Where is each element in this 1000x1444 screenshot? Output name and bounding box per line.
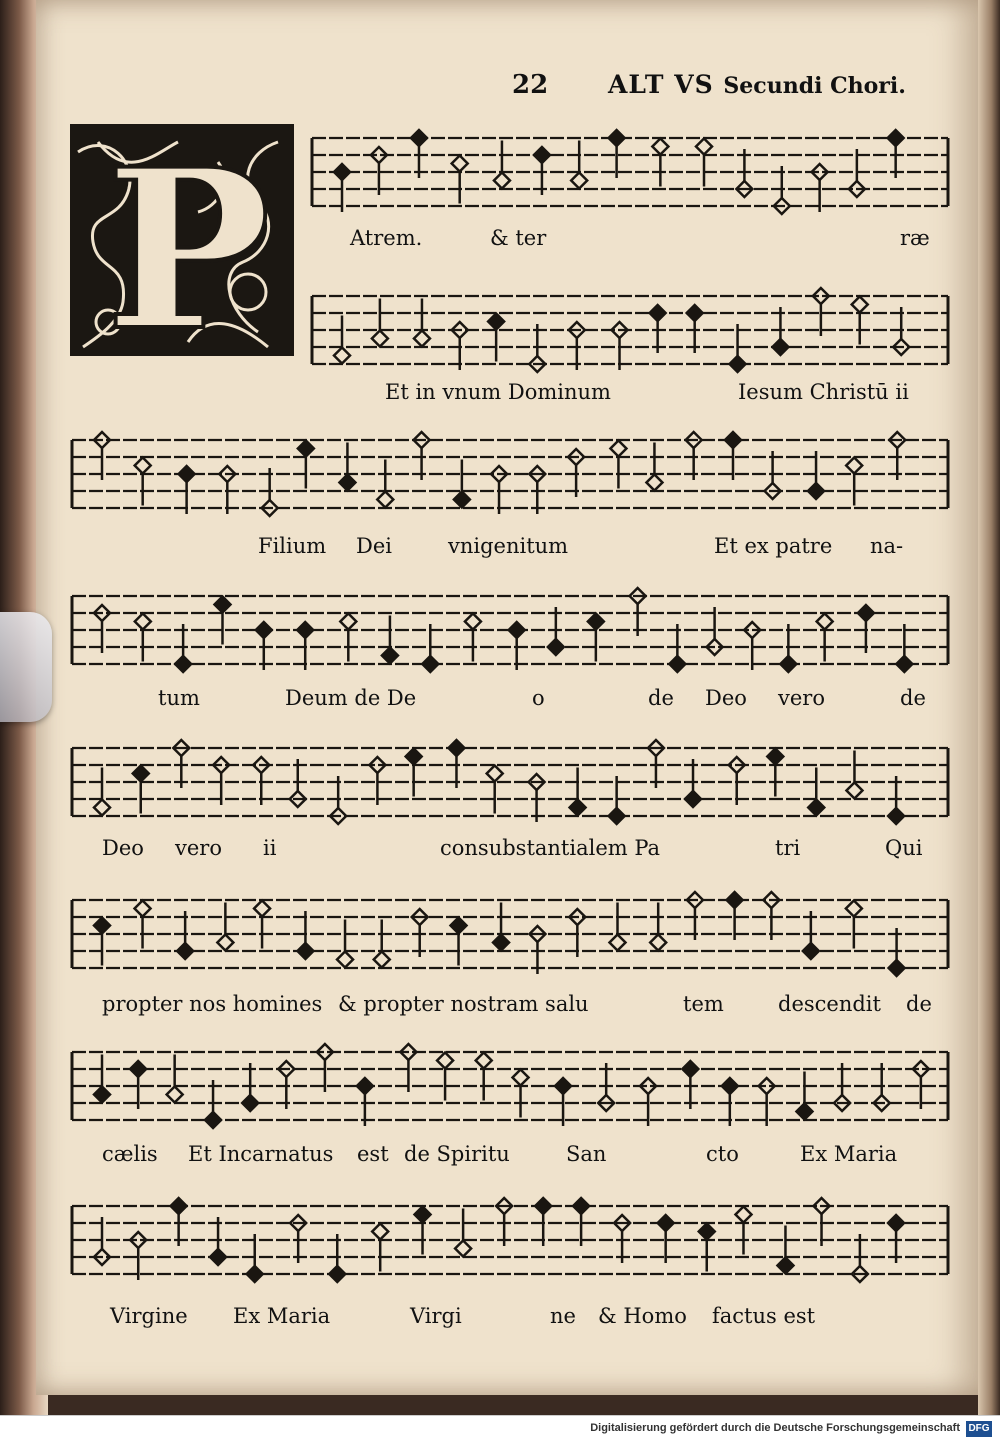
note-head [334,164,350,180]
note-head [414,331,430,347]
lyric-syllable: ne [550,1304,576,1328]
note-head [685,791,701,807]
lyric-syllable: Qui [885,836,923,860]
music-staff [0,1186,1000,1316]
note-head [94,800,110,816]
lyric-syllable: ii [263,836,277,860]
note-head [817,614,833,630]
lyric-syllable: Et in vnum Dominum [385,380,611,404]
note-head [610,935,626,951]
lyric-syllable: Dei [356,534,392,558]
note-head [777,1258,793,1274]
note-head [571,173,587,189]
note-head [437,1053,453,1069]
note-head [297,943,313,959]
note-head [652,139,668,155]
lyrics-line [0,226,1000,256]
note-head [247,1266,263,1282]
note-head [727,892,743,908]
lyric-syllable: San [566,1142,607,1166]
lyric-syllable: de [648,686,674,710]
note-head [494,173,510,189]
note-head [767,749,783,765]
note-head [422,656,438,672]
lyric-syllable: Deum de De [285,686,417,710]
note-head [687,305,703,321]
note-head [339,475,355,491]
note-head [175,656,191,672]
note-head [130,1061,146,1077]
note-head [372,1224,388,1240]
note-head [888,130,904,146]
note-head [846,458,862,474]
lyric-syllable: Virgi [410,1304,462,1328]
note-head [242,1095,258,1111]
note-head [135,901,151,917]
music-staff [0,880,1000,1010]
lyric-syllable: tum [158,686,200,710]
page-number: 22 [512,70,549,100]
note-head [214,597,230,613]
note-head [454,492,470,508]
note-head [888,808,904,824]
note-head [796,1104,812,1120]
note-head [896,656,912,672]
note-head [377,492,393,508]
lyric-syllable: & ter [490,226,547,250]
note-head [808,800,824,816]
digitization-credit: Digitalisierung gefördert durch die Deutsche Forschungsgemeinschaft [590,1422,960,1434]
note-head [374,952,390,968]
note-head [889,960,905,976]
note-head [171,1198,187,1214]
lyric-syllable: vero [778,686,825,710]
lyric-syllable: & propter nostram salu [338,992,589,1016]
note-head [217,935,233,951]
lyric-syllable: propter nos homines [102,992,323,1016]
lyric-syllable: tri [775,836,801,860]
note-head [699,1224,715,1240]
note-head [205,1112,221,1128]
note-head [334,348,350,364]
lyrics-line [0,1142,1000,1172]
lyrics-line [0,686,1000,716]
lyric-syllable: Filium [258,534,327,558]
note-head [337,952,353,968]
note-head [846,783,862,799]
lyric-syllable: ræ [900,226,930,250]
lyric-syllable: Virgine [110,1304,188,1328]
note-head [772,339,788,355]
note-head [555,1078,571,1094]
lyrics-line [0,380,1000,410]
note-head [382,648,398,664]
choir-label: Secundi Chori. [723,73,906,99]
lyric-syllable: Ex Maria [233,1304,331,1328]
note-head [846,901,862,917]
voice-part-label: ALT VS [608,70,714,99]
note-head [135,458,151,474]
lyric-syllable: Deo [102,836,144,860]
note-head [340,614,356,630]
lyric-syllable: o [532,686,545,710]
note-head [256,622,272,638]
note-head [888,1215,904,1231]
footer-bar [0,1415,1000,1444]
note-head [448,740,464,756]
note-head [357,1078,373,1094]
note-head [476,1053,492,1069]
note-head [406,749,422,765]
note-head [372,331,388,347]
note-head [735,1207,751,1223]
note-head [535,1198,551,1214]
note-head [177,943,193,959]
note-head [669,656,685,672]
note-head [548,639,564,655]
lyric-syllable: Et ex patre [714,534,833,558]
note-head [858,605,874,621]
note-head [534,147,550,163]
note-head [570,800,586,816]
note-head [415,1207,431,1223]
note-head [488,314,504,330]
note-head [609,130,625,146]
note-head [725,432,741,448]
lyrics-line [0,836,1000,866]
note-head [509,622,525,638]
lyric-syllable: factus est [712,1304,816,1328]
lyric-syllable: tem [683,992,724,1016]
note-head [329,1266,345,1282]
note-head [452,156,468,172]
note-head [730,356,746,372]
lyric-syllable: Iesum Christū ii [738,380,909,404]
lyric-syllable: consubstantialem Pa [440,836,661,860]
note-head [573,1198,589,1214]
lyrics-line [0,992,1000,1022]
note-head [610,441,626,457]
note-head [94,918,110,934]
note-head [411,130,427,146]
note-head [167,1087,183,1103]
note-head [808,483,824,499]
note-head [179,466,195,482]
lyric-syllable: na- [870,534,904,558]
note-head [455,1241,471,1257]
note-head [210,1249,226,1265]
note-head [451,918,467,934]
lyric-syllable: Ex Maria [800,1142,898,1166]
lyrics-line [0,534,1000,564]
note-head [465,614,481,630]
lyric-syllable: Et Incarnatus [188,1142,334,1166]
note-head [94,1087,110,1103]
note-head [133,766,149,782]
lyric-syllable: & Homo [598,1304,687,1328]
note-head [658,1215,674,1231]
music-staff [0,420,1000,550]
note-head [297,622,313,638]
lyric-syllable: descendit [778,992,881,1016]
lyric-syllable: vero [175,836,222,860]
dfg-logo: DFG [966,1421,992,1437]
lyrics-line [0,1304,1000,1334]
lyric-syllable: cælis [102,1142,158,1166]
note-head [493,935,509,951]
lyric-syllable: vnigenitum [448,534,569,558]
note-head [487,766,503,782]
note-head [696,139,712,155]
note-head [803,943,819,959]
initial-glyph: P [105,122,271,358]
lyric-syllable: cto [706,1142,739,1166]
note-head [650,305,666,321]
note-head [780,656,796,672]
note-head [135,614,151,630]
lyric-syllable: Deo [705,686,747,710]
lyric-syllable: de [900,686,926,710]
note-head [646,475,662,491]
note-head [609,808,625,824]
note-head [852,297,868,313]
running-head [608,70,906,99]
note-head [682,1061,698,1077]
note-head [650,935,666,951]
note-head [588,614,604,630]
lyric-syllable: Atrem. [350,226,423,250]
lyric-syllable: de [906,992,932,1016]
lyric-syllable: est [357,1142,389,1166]
note-head [722,1078,738,1094]
lyric-syllable: de Spiritu [404,1142,510,1166]
note-head [298,441,314,457]
note-head [513,1070,529,1086]
note-head [254,901,270,917]
